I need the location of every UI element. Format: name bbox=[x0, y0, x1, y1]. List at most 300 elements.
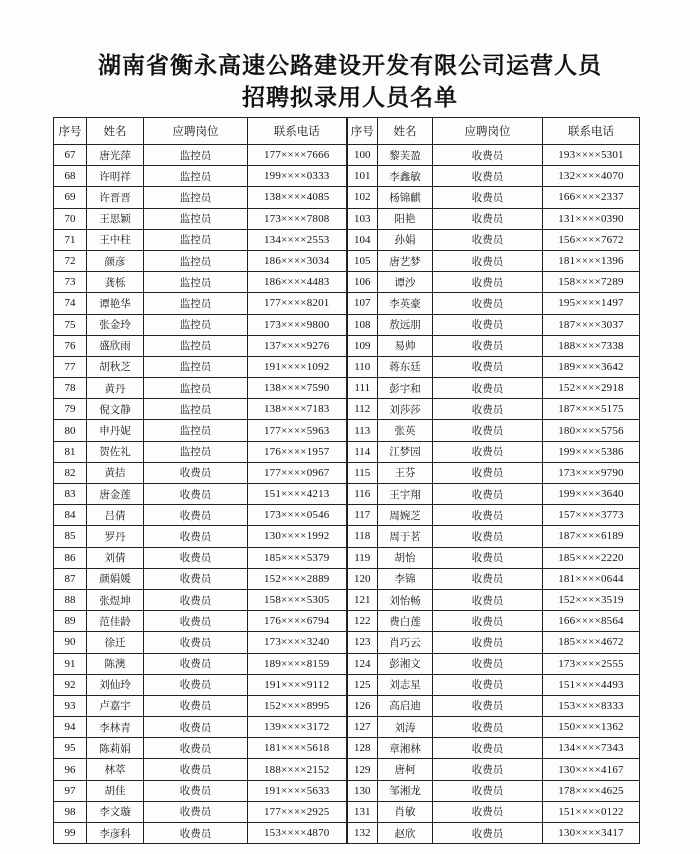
cell-name-left: 张煜坤 bbox=[87, 589, 144, 610]
header-name-left: 姓名 bbox=[87, 118, 144, 145]
cell-phone-right: 131××××0390 bbox=[543, 208, 640, 229]
cell-name-right: 王宇翔 bbox=[378, 484, 433, 505]
cell-serial-left: 85 bbox=[54, 526, 87, 547]
cell-position-left: 监控员 bbox=[144, 208, 248, 229]
cell-position-right: 收费员 bbox=[433, 568, 543, 589]
cell-serial-right: 105 bbox=[347, 250, 378, 271]
cell-serial-left: 90 bbox=[54, 632, 87, 653]
cell-name-right: 易帅 bbox=[378, 335, 433, 356]
cell-position-right: 收费员 bbox=[433, 293, 543, 314]
cell-position-left: 收费员 bbox=[144, 611, 248, 632]
table-row bbox=[54, 568, 640, 589]
cell-serial-left: 91 bbox=[54, 653, 87, 674]
cell-phone-left: 137××××9276 bbox=[248, 335, 347, 356]
table-row bbox=[54, 314, 640, 335]
cell-phone-left: 188××××2152 bbox=[248, 759, 347, 780]
cell-name-left: 李文璇 bbox=[87, 801, 144, 822]
cell-phone-right: 152××××2918 bbox=[543, 378, 640, 399]
cell-serial-left: 84 bbox=[54, 505, 87, 526]
cell-position-right: 收费员 bbox=[433, 145, 543, 166]
cell-name-right: 胡怡 bbox=[378, 547, 433, 568]
cell-phone-left: 186××××4483 bbox=[248, 272, 347, 293]
cell-phone-left: 173××××9800 bbox=[248, 314, 347, 335]
cell-name-left: 唐光萍 bbox=[87, 145, 144, 166]
cell-phone-right: 180××××5756 bbox=[543, 420, 640, 441]
cell-phone-right: 158××××7289 bbox=[543, 272, 640, 293]
cell-position-right: 收费员 bbox=[433, 526, 543, 547]
cell-serial-right: 101 bbox=[347, 166, 378, 187]
cell-position-left: 收费员 bbox=[144, 653, 248, 674]
table-row bbox=[54, 505, 640, 526]
cell-name-left: 刘仙玲 bbox=[87, 674, 144, 695]
cell-serial-right: 123 bbox=[347, 632, 378, 653]
cell-phone-right: 187××××5175 bbox=[543, 399, 640, 420]
cell-name-left: 罗丹 bbox=[87, 526, 144, 547]
table-row bbox=[54, 356, 640, 377]
cell-phone-left: 173××××0546 bbox=[248, 505, 347, 526]
cell-phone-right: 152××××3519 bbox=[543, 589, 640, 610]
table-row bbox=[54, 420, 640, 441]
hiring-roster-table bbox=[53, 117, 640, 844]
cell-phone-right: 153××××8333 bbox=[543, 695, 640, 716]
cell-serial-left: 81 bbox=[54, 441, 87, 462]
cell-phone-left: 151××××4213 bbox=[248, 484, 347, 505]
cell-name-right: 蒋东廷 bbox=[378, 356, 433, 377]
cell-phone-left: 153××××4870 bbox=[248, 823, 347, 844]
cell-phone-right: 187××××3037 bbox=[543, 314, 640, 335]
cell-name-right: 周于茗 bbox=[378, 526, 433, 547]
cell-position-right: 收费员 bbox=[433, 378, 543, 399]
cell-serial-right: 125 bbox=[347, 674, 378, 695]
cell-position-left: 监控员 bbox=[144, 378, 248, 399]
cell-name-left: 胡佳 bbox=[87, 780, 144, 801]
cell-phone-left: 176××××6794 bbox=[248, 611, 347, 632]
cell-serial-right: 108 bbox=[347, 314, 378, 335]
cell-position-right: 收费员 bbox=[433, 356, 543, 377]
cell-position-left: 收费员 bbox=[144, 759, 248, 780]
cell-serial-right: 109 bbox=[347, 335, 378, 356]
table-row bbox=[54, 145, 640, 166]
cell-name-right: 黎芙盈 bbox=[378, 145, 433, 166]
cell-position-left: 收费员 bbox=[144, 505, 248, 526]
cell-phone-left: 177××××7666 bbox=[248, 145, 347, 166]
table-row bbox=[54, 801, 640, 822]
cell-position-left: 监控员 bbox=[144, 420, 248, 441]
cell-position-right: 收费员 bbox=[433, 208, 543, 229]
table-row bbox=[54, 441, 640, 462]
cell-phone-right: 189××××3642 bbox=[543, 356, 640, 377]
cell-serial-right: 111 bbox=[347, 378, 378, 399]
cell-name-right: 刘莎莎 bbox=[378, 399, 433, 420]
cell-serial-right: 132 bbox=[347, 823, 378, 844]
cell-phone-right: 188××××7338 bbox=[543, 335, 640, 356]
cell-position-right: 收费员 bbox=[433, 589, 543, 610]
cell-phone-right: 134××××7343 bbox=[543, 738, 640, 759]
cell-name-left: 卢嘉宇 bbox=[87, 695, 144, 716]
cell-name-right: 孙娟 bbox=[378, 229, 433, 250]
cell-phone-left: 177××××0967 bbox=[248, 462, 347, 483]
cell-serial-right: 103 bbox=[347, 208, 378, 229]
cell-serial-right: 107 bbox=[347, 293, 378, 314]
cell-serial-left: 78 bbox=[54, 378, 87, 399]
cell-position-right: 收费员 bbox=[433, 801, 543, 822]
cell-name-left: 盛欣雨 bbox=[87, 335, 144, 356]
cell-serial-right: 104 bbox=[347, 229, 378, 250]
cell-name-right: 彭宇和 bbox=[378, 378, 433, 399]
cell-phone-right: 181××××0644 bbox=[543, 568, 640, 589]
cell-phone-left: 191××××1092 bbox=[248, 356, 347, 377]
header-serial-left: 序号 bbox=[54, 118, 87, 145]
cell-position-right: 收费员 bbox=[433, 547, 543, 568]
cell-name-left: 王思颖 bbox=[87, 208, 144, 229]
cell-phone-right: 130××××3417 bbox=[543, 823, 640, 844]
cell-name-right: 彭湘文 bbox=[378, 653, 433, 674]
cell-position-right: 收费员 bbox=[433, 399, 543, 420]
cell-serial-left: 70 bbox=[54, 208, 87, 229]
cell-serial-left: 73 bbox=[54, 272, 87, 293]
cell-name-left: 黄拮 bbox=[87, 462, 144, 483]
cell-serial-right: 128 bbox=[347, 738, 378, 759]
cell-phone-left: 173××××3240 bbox=[248, 632, 347, 653]
cell-name-right: 敖远朋 bbox=[378, 314, 433, 335]
table-row bbox=[54, 738, 640, 759]
cell-phone-left: 139××××3172 bbox=[248, 717, 347, 738]
cell-phone-right: 151××××4493 bbox=[543, 674, 640, 695]
cell-position-left: 收费员 bbox=[144, 717, 248, 738]
cell-name-right: 李鑫敏 bbox=[378, 166, 433, 187]
cell-serial-right: 116 bbox=[347, 484, 378, 505]
cell-serial-left: 80 bbox=[54, 420, 87, 441]
cell-serial-right: 118 bbox=[347, 526, 378, 547]
cell-position-left: 监控员 bbox=[144, 145, 248, 166]
cell-serial-right: 102 bbox=[347, 187, 378, 208]
cell-name-right: 高启迪 bbox=[378, 695, 433, 716]
cell-name-right: 张英 bbox=[378, 420, 433, 441]
cell-phone-left: 199××××0333 bbox=[248, 166, 347, 187]
cell-position-right: 收费员 bbox=[433, 187, 543, 208]
cell-phone-left: 138××××7183 bbox=[248, 399, 347, 420]
cell-position-left: 收费员 bbox=[144, 526, 248, 547]
table-row bbox=[54, 632, 640, 653]
cell-name-left: 许明祥 bbox=[87, 166, 144, 187]
header-phone-right: 联系电话 bbox=[543, 118, 640, 145]
cell-serial-right: 100 bbox=[347, 145, 378, 166]
table-row bbox=[54, 166, 640, 187]
cell-name-right: 肖巧云 bbox=[378, 632, 433, 653]
cell-name-right: 邹湘龙 bbox=[378, 780, 433, 801]
cell-serial-left: 74 bbox=[54, 293, 87, 314]
cell-name-left: 颜彦 bbox=[87, 250, 144, 271]
cell-serial-left: 93 bbox=[54, 695, 87, 716]
table-row bbox=[54, 250, 640, 271]
cell-phone-left: 185××××5379 bbox=[248, 547, 347, 568]
cell-name-right: 肖敏 bbox=[378, 801, 433, 822]
table-row bbox=[54, 717, 640, 738]
cell-name-right: 阳艳 bbox=[378, 208, 433, 229]
table-row bbox=[54, 695, 640, 716]
cell-phone-left: 191××××5633 bbox=[248, 780, 347, 801]
table-row bbox=[54, 378, 640, 399]
cell-serial-right: 113 bbox=[347, 420, 378, 441]
cell-serial-right: 129 bbox=[347, 759, 378, 780]
cell-serial-right: 122 bbox=[347, 611, 378, 632]
cell-serial-left: 82 bbox=[54, 462, 87, 483]
cell-serial-right: 124 bbox=[347, 653, 378, 674]
cell-serial-left: 72 bbox=[54, 250, 87, 271]
cell-name-right: 江梦园 bbox=[378, 441, 433, 462]
cell-name-left: 徐迁 bbox=[87, 632, 144, 653]
cell-name-left: 范佳龄 bbox=[87, 611, 144, 632]
cell-name-left: 谭艳华 bbox=[87, 293, 144, 314]
cell-phone-left: 189××××8159 bbox=[248, 653, 347, 674]
cell-phone-right: 157××××3773 bbox=[543, 505, 640, 526]
cell-phone-left: 177××××2925 bbox=[248, 801, 347, 822]
cell-position-right: 收费员 bbox=[433, 717, 543, 738]
cell-phone-right: 173××××9790 bbox=[543, 462, 640, 483]
cell-serial-right: 115 bbox=[347, 462, 378, 483]
cell-serial-left: 75 bbox=[54, 314, 87, 335]
cell-phone-left: 138××××7590 bbox=[248, 378, 347, 399]
cell-phone-right: 193××××5301 bbox=[543, 145, 640, 166]
cell-position-left: 监控员 bbox=[144, 399, 248, 420]
cell-serial-right: 114 bbox=[347, 441, 378, 462]
cell-name-left: 胡秋芝 bbox=[87, 356, 144, 377]
table-row bbox=[54, 759, 640, 780]
cell-position-right: 收费员 bbox=[433, 780, 543, 801]
cell-serial-left: 96 bbox=[54, 759, 87, 780]
header-position-left: 应聘岗位 bbox=[144, 118, 248, 145]
cell-phone-right: 156××××7672 bbox=[543, 229, 640, 250]
cell-serial-right: 126 bbox=[347, 695, 378, 716]
cell-position-right: 收费员 bbox=[433, 505, 543, 526]
cell-position-right: 收费员 bbox=[433, 272, 543, 293]
cell-phone-right: 151××××0122 bbox=[543, 801, 640, 822]
cell-name-left: 许晋晋 bbox=[87, 187, 144, 208]
table-row bbox=[54, 272, 640, 293]
table-row bbox=[54, 589, 640, 610]
cell-serial-left: 67 bbox=[54, 145, 87, 166]
cell-serial-left: 87 bbox=[54, 568, 87, 589]
header-name-right: 姓名 bbox=[378, 118, 433, 145]
cell-name-right: 刘怡畅 bbox=[378, 589, 433, 610]
cell-position-left: 监控员 bbox=[144, 356, 248, 377]
table-header-row bbox=[54, 118, 640, 145]
cell-phone-right: 199××××5386 bbox=[543, 441, 640, 462]
cell-serial-left: 94 bbox=[54, 717, 87, 738]
cell-phone-right: 185××××4672 bbox=[543, 632, 640, 653]
cell-name-right: 周婉芝 bbox=[378, 505, 433, 526]
cell-position-left: 收费员 bbox=[144, 547, 248, 568]
table-row bbox=[54, 547, 640, 568]
cell-serial-left: 83 bbox=[54, 484, 87, 505]
cell-serial-right: 127 bbox=[347, 717, 378, 738]
document-title-line2: 招聘拟录用人员名单 bbox=[242, 85, 458, 111]
cell-name-left: 陈澳 bbox=[87, 653, 144, 674]
cell-position-left: 收费员 bbox=[144, 738, 248, 759]
cell-name-right: 章湘林 bbox=[378, 738, 433, 759]
cell-name-left: 陈莉娟 bbox=[87, 738, 144, 759]
cell-position-right: 收费员 bbox=[433, 653, 543, 674]
cell-phone-left: 152××××8995 bbox=[248, 695, 347, 716]
cell-phone-right: 132××××4070 bbox=[543, 166, 640, 187]
cell-position-right: 收费员 bbox=[433, 759, 543, 780]
table-row bbox=[54, 653, 640, 674]
cell-name-left: 张金玲 bbox=[87, 314, 144, 335]
cell-position-left: 监控员 bbox=[144, 187, 248, 208]
table-row bbox=[54, 462, 640, 483]
table-row bbox=[54, 399, 640, 420]
cell-serial-right: 110 bbox=[347, 356, 378, 377]
cell-serial-right: 121 bbox=[347, 589, 378, 610]
cell-position-left: 监控员 bbox=[144, 441, 248, 462]
cell-phone-left: 176××××1957 bbox=[248, 441, 347, 462]
cell-phone-left: 134××××2553 bbox=[248, 229, 347, 250]
cell-serial-left: 89 bbox=[54, 611, 87, 632]
cell-phone-left: 177××××8201 bbox=[248, 293, 347, 314]
table-row bbox=[54, 293, 640, 314]
cell-name-right: 唐柯 bbox=[378, 759, 433, 780]
cell-position-right: 收费员 bbox=[433, 632, 543, 653]
cell-position-left: 监控员 bbox=[144, 250, 248, 271]
cell-phone-right: 130××××4167 bbox=[543, 759, 640, 780]
cell-position-right: 收费员 bbox=[433, 695, 543, 716]
table-row bbox=[54, 823, 640, 844]
cell-position-left: 收费员 bbox=[144, 632, 248, 653]
table-row bbox=[54, 780, 640, 801]
cell-name-left: 李林青 bbox=[87, 717, 144, 738]
cell-name-right: 李锦 bbox=[378, 568, 433, 589]
cell-position-right: 收费员 bbox=[433, 823, 543, 844]
table-row bbox=[54, 611, 640, 632]
cell-position-left: 收费员 bbox=[144, 462, 248, 483]
cell-phone-left: 186××××3034 bbox=[248, 250, 347, 271]
cell-phone-right: 185××××2220 bbox=[543, 547, 640, 568]
cell-phone-right: 187××××6189 bbox=[543, 526, 640, 547]
cell-serial-left: 77 bbox=[54, 356, 87, 377]
cell-name-left: 龚栎 bbox=[87, 272, 144, 293]
cell-name-right: 王芬 bbox=[378, 462, 433, 483]
cell-serial-right: 131 bbox=[347, 801, 378, 822]
cell-position-right: 收费员 bbox=[433, 484, 543, 505]
cell-position-left: 监控员 bbox=[144, 229, 248, 250]
cell-phone-right: 195××××1497 bbox=[543, 293, 640, 314]
cell-serial-right: 119 bbox=[347, 547, 378, 568]
cell-position-left: 监控员 bbox=[144, 166, 248, 187]
cell-name-left: 贺佐礼 bbox=[87, 441, 144, 462]
table-row bbox=[54, 526, 640, 547]
cell-position-left: 收费员 bbox=[144, 823, 248, 844]
cell-serial-left: 79 bbox=[54, 399, 87, 420]
cell-phone-left: 181××××5618 bbox=[248, 738, 347, 759]
cell-serial-left: 88 bbox=[54, 589, 87, 610]
cell-position-right: 收费员 bbox=[433, 420, 543, 441]
cell-name-right: 谭沙 bbox=[378, 272, 433, 293]
cell-name-left: 倪文静 bbox=[87, 399, 144, 420]
table-row bbox=[54, 229, 640, 250]
cell-name-left: 李彦科 bbox=[87, 823, 144, 844]
cell-serial-right: 117 bbox=[347, 505, 378, 526]
cell-position-left: 收费员 bbox=[144, 695, 248, 716]
cell-phone-left: 152××××2889 bbox=[248, 568, 347, 589]
cell-position-right: 收费员 bbox=[433, 250, 543, 271]
cell-position-left: 监控员 bbox=[144, 335, 248, 356]
cell-position-left: 监控员 bbox=[144, 272, 248, 293]
cell-position-right: 收费员 bbox=[433, 674, 543, 695]
cell-name-left: 吕倩 bbox=[87, 505, 144, 526]
table-row bbox=[54, 208, 640, 229]
header-phone-left: 联系电话 bbox=[248, 118, 347, 145]
cell-serial-right: 120 bbox=[347, 568, 378, 589]
cell-phone-right: 150××××1362 bbox=[543, 717, 640, 738]
cell-phone-left: 138××××4085 bbox=[248, 187, 347, 208]
cell-serial-left: 92 bbox=[54, 674, 87, 695]
cell-position-right: 收费员 bbox=[433, 229, 543, 250]
cell-name-left: 申丹妮 bbox=[87, 420, 144, 441]
table-row bbox=[54, 674, 640, 695]
cell-serial-left: 69 bbox=[54, 187, 87, 208]
cell-position-right: 收费员 bbox=[433, 314, 543, 335]
cell-name-left: 黄丹 bbox=[87, 378, 144, 399]
cell-phone-right: 166××××8564 bbox=[543, 611, 640, 632]
cell-serial-left: 76 bbox=[54, 335, 87, 356]
cell-serial-right: 130 bbox=[347, 780, 378, 801]
cell-name-right: 唐艺梦 bbox=[378, 250, 433, 271]
header-position-right: 应聘岗位 bbox=[433, 118, 543, 145]
cell-name-left: 唐金莲 bbox=[87, 484, 144, 505]
cell-name-left: 王中柱 bbox=[87, 229, 144, 250]
cell-phone-right: 178××××4625 bbox=[543, 780, 640, 801]
cell-position-left: 监控员 bbox=[144, 293, 248, 314]
cell-phone-left: 158××××5305 bbox=[248, 589, 347, 610]
cell-name-right: 刘志星 bbox=[378, 674, 433, 695]
header-serial-right: 序号 bbox=[347, 118, 378, 145]
cell-phone-right: 173××××2555 bbox=[543, 653, 640, 674]
cell-name-right: 杨锦麒 bbox=[378, 187, 433, 208]
table-row bbox=[54, 484, 640, 505]
cell-serial-right: 112 bbox=[347, 399, 378, 420]
cell-name-right: 费白莲 bbox=[378, 611, 433, 632]
table-row bbox=[54, 187, 640, 208]
cell-serial-left: 68 bbox=[54, 166, 87, 187]
cell-position-left: 监控员 bbox=[144, 314, 248, 335]
cell-serial-left: 98 bbox=[54, 801, 87, 822]
cell-phone-right: 199××××3640 bbox=[543, 484, 640, 505]
cell-phone-left: 173××××7808 bbox=[248, 208, 347, 229]
cell-name-left: 颜娟媛 bbox=[87, 568, 144, 589]
cell-phone-right: 181××××1396 bbox=[543, 250, 640, 271]
cell-position-left: 收费员 bbox=[144, 801, 248, 822]
cell-name-right: 刘涛 bbox=[378, 717, 433, 738]
cell-serial-left: 97 bbox=[54, 780, 87, 801]
cell-name-right: 赵欣 bbox=[378, 823, 433, 844]
cell-serial-left: 99 bbox=[54, 823, 87, 844]
cell-phone-left: 191××××9112 bbox=[248, 674, 347, 695]
cell-name-left: 林萃 bbox=[87, 759, 144, 780]
cell-position-left: 收费员 bbox=[144, 568, 248, 589]
cell-position-right: 收费员 bbox=[433, 611, 543, 632]
cell-position-left: 收费员 bbox=[144, 589, 248, 610]
cell-position-right: 收费员 bbox=[433, 166, 543, 187]
cell-name-right: 李英豪 bbox=[378, 293, 433, 314]
cell-position-left: 收费员 bbox=[144, 780, 248, 801]
cell-phone-left: 177××××5963 bbox=[248, 420, 347, 441]
cell-serial-left: 71 bbox=[54, 229, 87, 250]
document-title-line1: 湖南省衡永高速公路建设开发有限公司运营人员 bbox=[98, 53, 602, 79]
cell-position-right: 收费员 bbox=[433, 441, 543, 462]
cell-serial-right: 106 bbox=[347, 272, 378, 293]
cell-position-right: 收费员 bbox=[433, 462, 543, 483]
cell-phone-left: 130××××1992 bbox=[248, 526, 347, 547]
